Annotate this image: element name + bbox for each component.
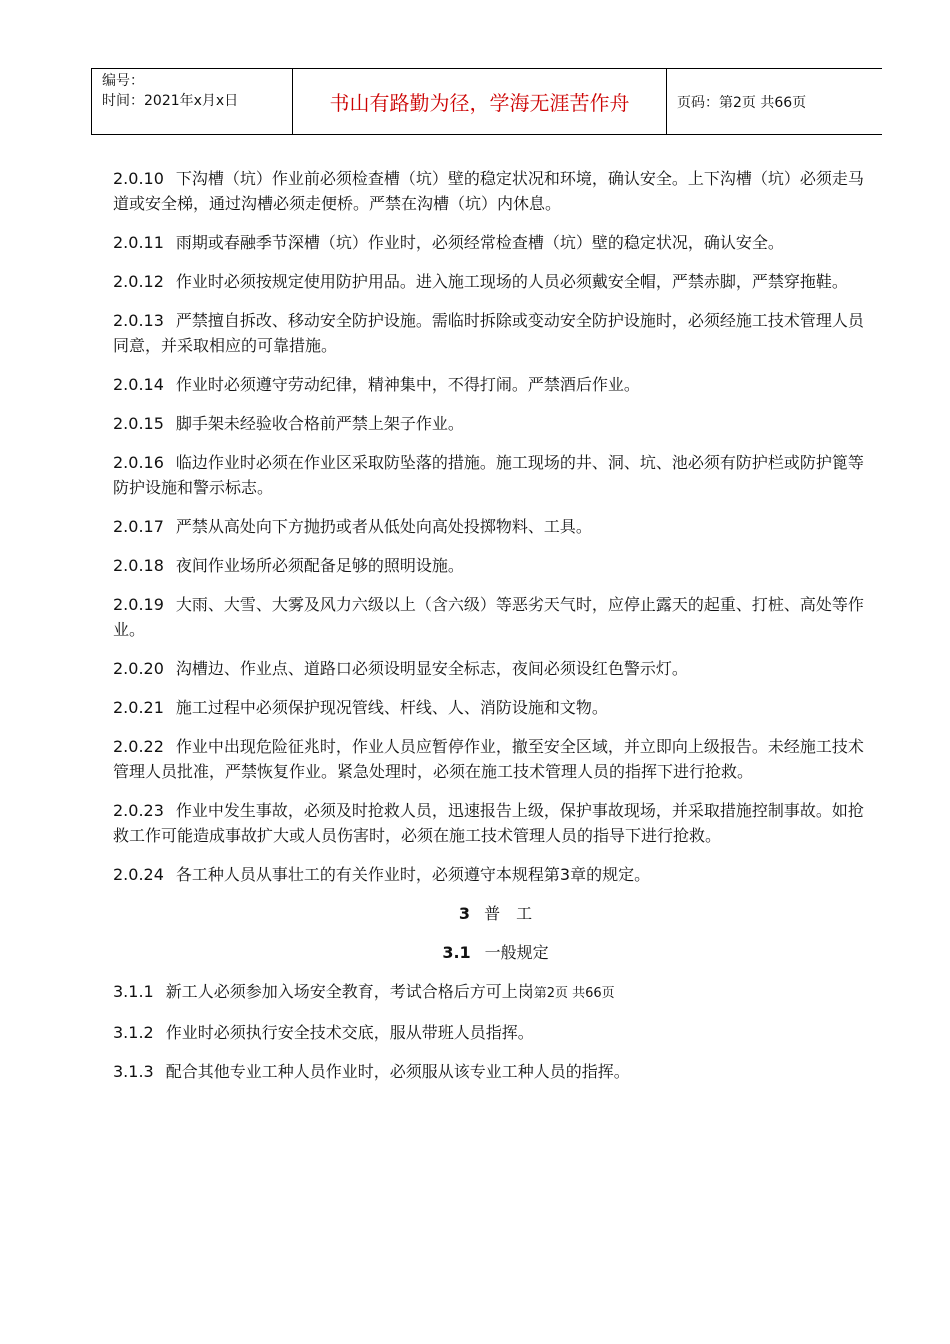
clause-number: 2.0.19: [113, 595, 164, 614]
clause-paragraph: [113, 592, 878, 642]
clause-text: 作业时必须按规定使用防护用品。进入施工现场的人员必须戴安全帽，严禁赤脚，严禁穿拖鞋。: [175, 272, 848, 291]
clause-paragraph: [113, 269, 878, 294]
header-meta: [92, 69, 293, 134]
page-header: [91, 68, 882, 135]
clause-number: 2.0.21: [113, 698, 164, 717]
time-label: 时间：2021年x月x日: [102, 93, 239, 109]
clause-paragraph: [113, 411, 878, 436]
clause-paragraph: [113, 230, 878, 255]
number-label: 编号：: [102, 73, 144, 89]
clause-text: 施工过程中必须保护现况管线、杆线、人、消防设施和文物。: [175, 698, 608, 717]
clause-number: 2.0.11: [113, 233, 164, 252]
clause-number: 2.0.20: [113, 659, 164, 678]
clause-text: 作业时必须执行安全技术交底，服从带班人员指挥。: [165, 1023, 534, 1042]
clause-text: 各工种人员从事壮工的有关作业时，必须遵守本规程第3章的规定。: [175, 865, 651, 884]
clause-paragraph: [113, 450, 878, 500]
clause-number: 3.1.1: [113, 982, 154, 1001]
clause-number: 3.1.3: [113, 1062, 154, 1081]
clause-text: 脚手架未经验收合格前严禁上架子作业。: [175, 414, 464, 433]
clause-text: 严禁从高处向下方抛扔或者从低处向高处投掷物料、工具。: [175, 517, 592, 536]
clause-text: 作业时必须遵守劳动纪律，精神集中，不得打闹。严禁酒后作业。: [175, 375, 640, 394]
clause-text: 大雨、大雪、大雾及风力六级以上（含六级）等恶劣天气时，应停止露天的起重、打桩、高处等作业。: [113, 595, 864, 639]
clause-text: 配合其他专业工种人员作业时，必须服从该专业工种人员的指挥。: [165, 1062, 630, 1081]
clause-paragraph: [113, 695, 878, 720]
clause-paragraph: [113, 514, 878, 539]
clause-text: 临边作业时必须在作业区采取防坠落的措施。施工现场的井、洞、坑、池必须有防护栏或防护篦等防护设施和警示标志。: [113, 453, 864, 497]
clause-number: 2.0.17: [113, 517, 164, 536]
clause-number: 2.0.14: [113, 375, 164, 394]
clause-number: 2.0.22: [113, 737, 164, 756]
clause-number: 2.0.24: [113, 865, 164, 884]
clause-text: 作业中发生事故，必须及时抢救人员，迅速报告上级，保护事故现场，并采取措施控制事故。如抢救工作可能造成事故扩大或人员伤害时，必须在施工技术管理人员的指导下进行抢救。: [113, 801, 864, 845]
clause-paragraph: [113, 553, 878, 578]
clause-paragraph: [113, 372, 878, 397]
clause-text: 雨期或春融季节深槽（坑）作业时，必须经常检查槽（坑）壁的稳定状况，确认安全。: [175, 233, 784, 252]
clause-paragraph: [113, 734, 878, 784]
clause-text: 作业中出现危险征兆时，作业人员应暂停作业，撤至安全区域，并立即向上级报告。未经施工技术管理人员批准，严禁恢复作业。紧急处理时，必须在施工技术管理人员的指挥下进行抢救。: [113, 737, 864, 781]
clause-paragraph: [113, 798, 878, 848]
section-number: 3.1: [442, 943, 471, 962]
clause-paragraph: [113, 1020, 878, 1045]
header-page-info: 页码：第2页 共66页: [677, 94, 807, 111]
clause-text: 沟槽边、作业点、道路口必须设明显安全标志，夜间必须设红色警示灯。: [175, 659, 688, 678]
clause-3-1-1: [113, 979, 878, 1006]
chapter-number: 3: [458, 904, 471, 923]
clauses-chapter-2: [113, 166, 878, 887]
clause-number: 2.0.15: [113, 414, 164, 433]
clauses-chapter-3: [113, 1020, 878, 1084]
clause-number: 2.0.16: [113, 453, 164, 472]
clause-number: 2.0.23: [113, 801, 164, 820]
clause-number: 2.0.12: [113, 272, 164, 291]
clause-text: 夜间作业场所必须配备足够的照明设施。: [175, 556, 464, 575]
clause-number: 2.0.13: [113, 311, 164, 330]
section-heading: [113, 940, 878, 965]
document-body: [113, 166, 878, 1098]
section-title: 一般规定: [484, 943, 549, 962]
clause-paragraph: [113, 1059, 878, 1084]
inline-page-note: 第2页 共66页: [533, 986, 615, 1001]
clause-number: 2.0.18: [113, 556, 164, 575]
clause-paragraph: [113, 308, 878, 358]
clause-paragraph: [113, 656, 878, 681]
clause-number: 2.0.10: [113, 169, 164, 188]
clause-text: 下沟槽（坑）作业前必须检查槽（坑）壁的稳定状况和环境，确认安全。上下沟槽（坑）必须走马道或安全梯，通过沟槽必须走便桥。严禁在沟槽（坑）内休息。: [113, 169, 864, 213]
clause-number: 3.1.2: [113, 1023, 154, 1042]
chapter-title: 普 工: [484, 904, 533, 923]
chapter-heading: [113, 901, 878, 926]
header-motto: 书山有路勤为径，学海无涯苦作舟: [293, 69, 667, 134]
clause-text: 严禁擅自拆改、移动安全防护设施。需临时拆除或变动安全防护设施时，必须经施工技术管理人员同意，并采取相应的可靠措施。: [113, 311, 864, 355]
clause-text: 新工人必须参加入场安全教育，考试合格后方可上岗: [165, 982, 534, 1001]
clause-paragraph: [113, 166, 878, 216]
clause-paragraph: [113, 862, 878, 887]
